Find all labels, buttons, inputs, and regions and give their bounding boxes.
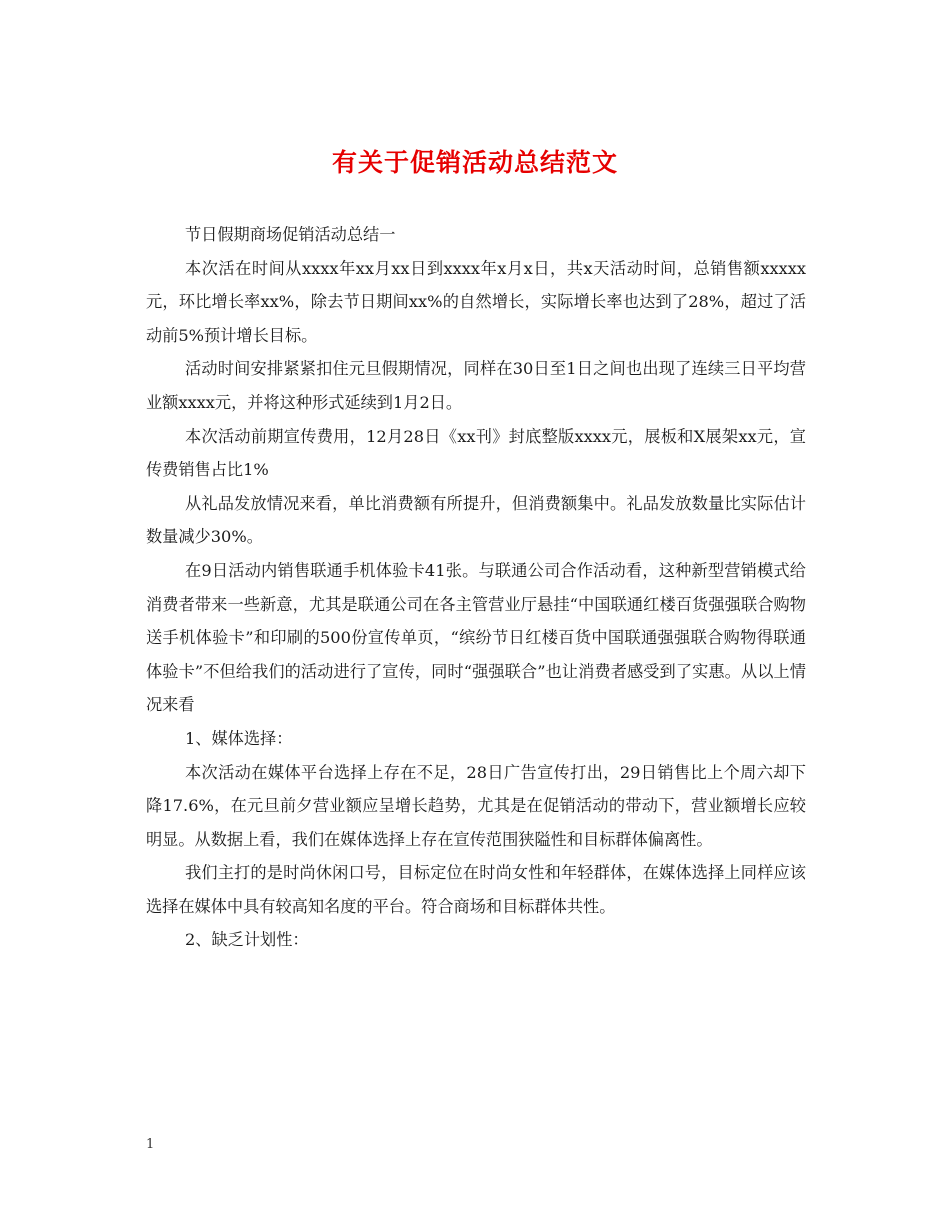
paragraph-heading: 节日假期商场促销活动总结一 (185, 225, 396, 244)
document-body (146, 218, 806, 957)
page-number: 1 (146, 1137, 155, 1152)
section-heading: 2、缺乏计划性： (185, 930, 309, 950)
paragraph: 从礼品发放情况来看，单比消费额有所提升，但消费额集中。礼品发放数量比实际估计数量减少30%。 (146, 493, 806, 547)
paragraph: 在9日活动内销售联通手机体验卡41张。与联通公司合作活动看，这种新型营销模式给消费者带来一些新意，尤其是联通公司在各主管营业厅悬挂“中国联通红楼百货强强联合购物送手机体验卡”和印刷的500份宣传单页，“缤纷节日红楼百货中国联通强强联合购物得联通体验卡”不但给我们的活动进行了宣传，同时“强强联合”也让消费者感受到了实惠。从以上情况来看 (146, 560, 806, 715)
document-title: 有关于促销活动总结范文 (331, 148, 618, 177)
paragraph: 我们主打的是时尚休闲口号，目标定位在时尚女性和年轻群体，在媒体选择上同样应该选择在媒体中具有较高知名度的平台。符合商场和目标群体共性。 (146, 863, 806, 916)
section-heading: 1、媒体选择： (185, 728, 293, 748)
paragraph: 活动时间安排紧紧扣住元旦假期情况，同样在30日至1日之间也出现了连续三日平均营业额xxxx元，并将这种形式延续到1月2日。 (146, 359, 806, 412)
paragraph: 本次活动前期宣传费用，12月28日《xx刊》封底整版xxxx元，展板和X展架xx元，宣传费销售占比1% (146, 426, 806, 480)
paragraph: 本次活在时间从xxxx年xx月xx日到xxxx年x月x日，共x天活动时间，总销售额xxxxx元，环比增长率xx%，除去节日期间xx%的自然增长，实际增长率也达到了28%，超过了活动前5%预计增长目标。 (146, 258, 806, 345)
paragraph: 本次活动在媒体平台选择上存在不足，28日广告宣传打出，29日销售比上个周六却下降17.6%，在元旦前夕营业额应呈增长趋势，尤其是在促销活动的带动下，营业额增长应较明显。从数据上看，我们在媒体选择上存在宣传范围狭隘性和目标群体偏离性。 (146, 762, 806, 849)
